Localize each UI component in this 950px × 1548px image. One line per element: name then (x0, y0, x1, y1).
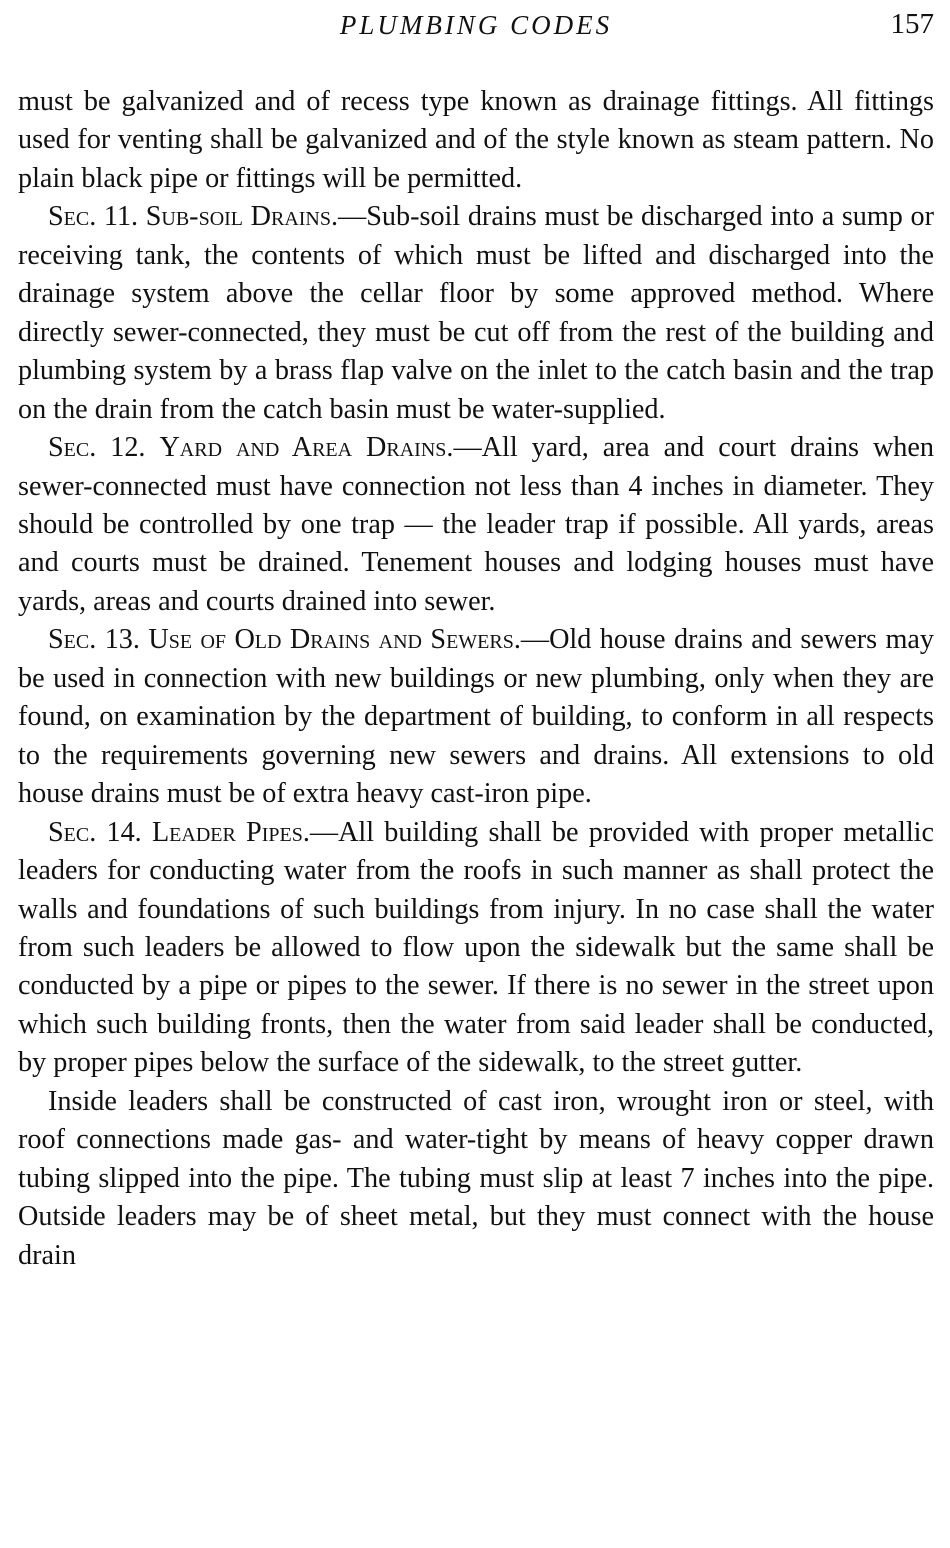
section-number: Sec. 11. (48, 201, 139, 233)
section-title: Yard and Area Drains. (159, 432, 454, 464)
paragraph-text: —Old house drains and sewers may be used in connection with new buildings or new plumbing, only when they are found, on examination by the department of building, to conform in all respects to the requirements governing new sewers and drains. All extensions to old house drains must be of extra heavy cast-iron pipe. (18, 624, 934, 810)
book-page (18, 0, 934, 1548)
paragraph-continuation (18, 83, 934, 198)
inside-leaders-paragraph (18, 1083, 934, 1275)
paragraph-text: —Sub-soil drains must be discharged into a sump or receiving tank, the contents of which must be lifted and discharged into the drainage system above the cellar floor by some approved method. Where directly sewer-connected, they must be cut off from the rest of the building and plumbing system by a brass flap valve on the inlet to the catch basin and the trap on the drain from the catch basin must be water-supplied. (18, 201, 935, 425)
section-12-paragraph (18, 429, 934, 621)
section-title: Use of Old Drains and Sewers. (148, 624, 521, 656)
paragraph-text: —All building shall be provided with proper metallic leaders for conducting water from the roofs in such manner as shall protect the walls and foundations of such buildings from injury. In no case shall the water from such leaders be allowed to flow upon the sidewalk but the same shall be conducted by a pipe or pipes to the sewer. If there is no sewer in the street upon which such building fronts, then the water from said leader shall be conducted, by proper pipes below the surface of the sidewalk, to the street gutter. (18, 816, 935, 1079)
running-header (18, 0, 934, 52)
section-number: Sec. 13. (48, 624, 140, 656)
body-text (18, 83, 934, 1275)
paragraph-text: —All yard, area and court drains when sewer-connected must have connection not less than 4 inches in diameter. They should be controlled by one trap — the leader trap if possible. All yards, areas and courts must be drained. Tenement houses and lodging houses must have yards, areas and courts drained into sewer. (18, 432, 935, 617)
section-13-paragraph (18, 621, 934, 813)
section-number: Sec. 14. (48, 816, 142, 848)
page-number: 157 (890, 8, 934, 40)
section-title: Sub-soil Drains. (145, 201, 339, 233)
section-11-paragraph (18, 198, 934, 429)
paragraph-text: must be galvanized and of recess type known as drainage fittings. All fittings used for venting shall be galvanized and of the style known as steam pattern. No plain black pipe or fittings will be permitted. (18, 86, 934, 194)
section-title: Leader Pipes. (151, 816, 310, 848)
running-title: PLUMBING CODES (339, 10, 613, 40)
paragraph-text: Inside leaders shall be constructed of cast iron, wrought iron or steel, with roof connections made gas- and water-tight by means of heavy copper drawn tubing slipped into the pipe. The tubing must slip at least 7 inches into the pipe. Outside leaders may be of sheet metal, but they must connect with the house drain (18, 1085, 934, 1271)
section-number: Sec. 12. (48, 432, 146, 464)
section-14-paragraph (18, 814, 934, 1083)
